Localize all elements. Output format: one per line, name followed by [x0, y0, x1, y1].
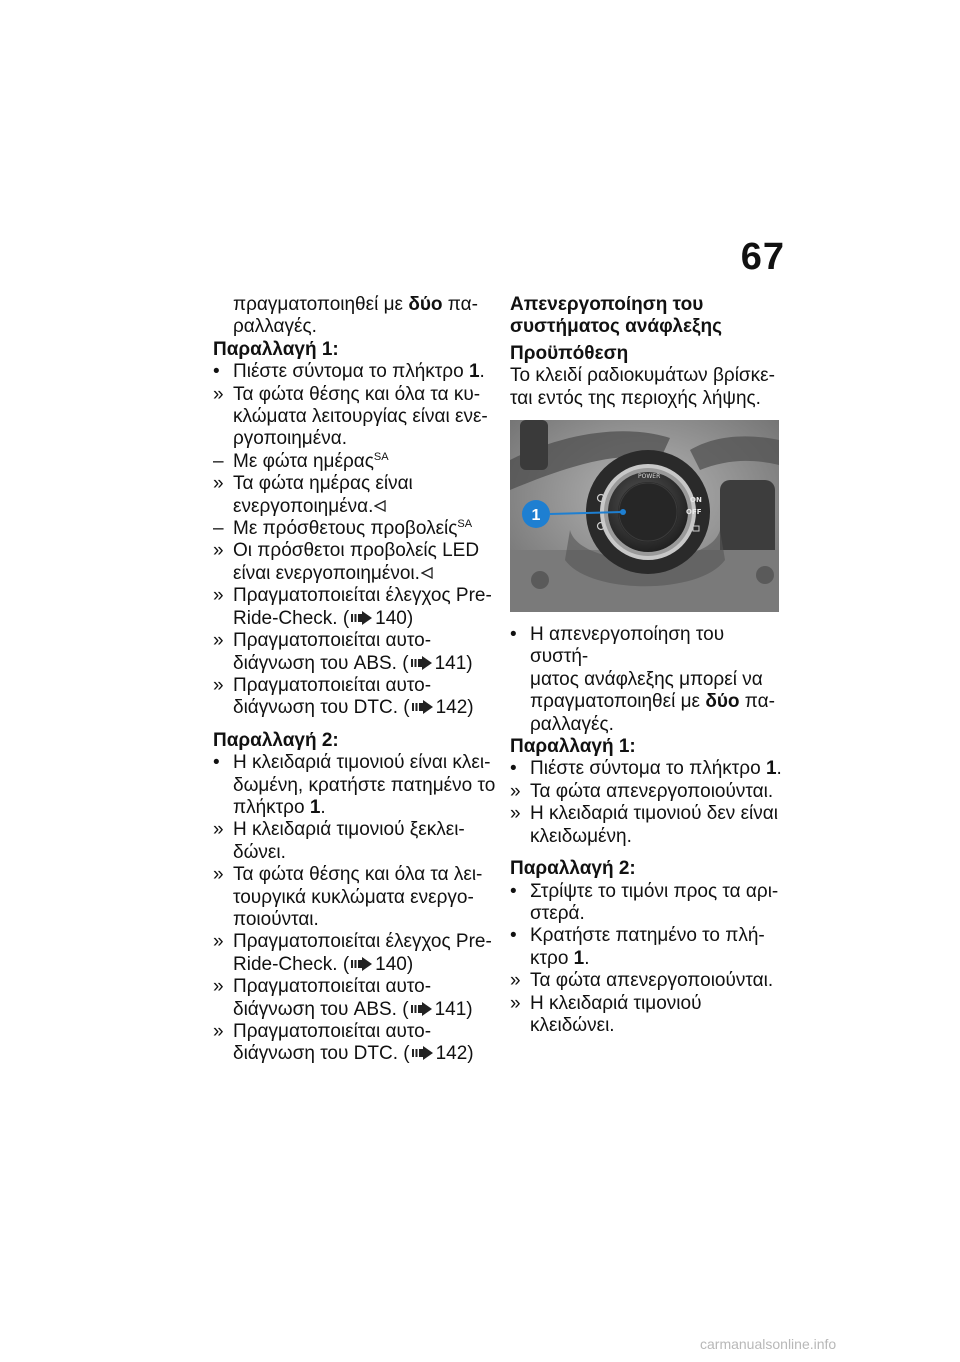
result-item: » Πραγματοποιείται αυτο- διάγνωση του ABS. ( 141): [213, 630, 473, 674]
variant-2-heading: Παραλλαγή 2:: [510, 858, 636, 880]
result-marker: »: [213, 630, 224, 652]
note-item: • Η απενεργοποίηση του συστή- ματος ανάφλεξης μπορεί να πραγματοποιηθεί με δύο πα- ραλλαγές.: [510, 624, 775, 735]
bullet-marker: •: [510, 758, 517, 780]
result-item: » Πραγματοποιείται έλεγχος Pre- Ride-Check. ( 140): [213, 931, 492, 975]
left-column: [213, 294, 498, 1066]
result-marker: »: [213, 383, 224, 405]
end-of-condition-icon: [421, 567, 433, 579]
variant-1-heading: Παραλλαγή 1:: [213, 338, 339, 360]
variant-1-heading: Παραλλαγή 1:: [510, 736, 636, 758]
result-item: » Η κλειδαριά τιμονιού κλειδώνει.: [510, 992, 702, 1036]
result-item: » Η κλειδαριά τιμονιού ξεκλει- δώνει.: [213, 819, 465, 863]
page-reference-arrow-icon: [351, 957, 373, 971]
callout-leader-dot: [620, 509, 626, 515]
bullet-marker: •: [510, 624, 517, 646]
intro-text-cont: ραλλαγές.: [233, 316, 317, 338]
result-marker: »: [213, 540, 224, 562]
watermark: carmanualsonline.info: [700, 1336, 837, 1352]
page-reference[interactable]: 142): [435, 697, 474, 719]
result-marker: »: [213, 976, 224, 998]
result-item: » Οι πρόσθετοι προβολείς LED είναι ενεργοποιημένοι.: [213, 540, 480, 584]
page-reference[interactable]: 140): [375, 953, 414, 975]
page-reference-arrow-icon: [411, 1002, 433, 1016]
right-column: [510, 294, 785, 1037]
page-reference-arrow-icon: [411, 656, 433, 670]
result-item: » Τα φώτα ημέρας είναι ενεργοποιημένα.: [213, 473, 413, 517]
bullet-marker: •: [213, 361, 220, 383]
step-item: • Πιέστε σύντομα το πλήκτρο 1.: [510, 758, 782, 780]
page-reference-arrow-icon: [412, 700, 434, 714]
result-item: » Πραγματοποιείται αυτο- διάγνωση του DTC. ( 142): [213, 674, 474, 719]
result-marker: »: [213, 585, 224, 607]
result-marker: »: [213, 674, 224, 696]
step-item: • Πιέστε σύντομα το πλήκτρο 1.: [213, 361, 485, 383]
result-item: » Πραγματοποιείται έλεγχος Pre- Ride-Check. ( 140): [213, 585, 492, 629]
page-reference[interactable]: 141): [434, 652, 473, 674]
callout-number: 1: [531, 507, 541, 525]
knob-on-label: ON: [690, 496, 702, 505]
page-reference-arrow-icon: [412, 1046, 434, 1060]
result-item: » Τα φώτα απενεργοποιούνται.: [510, 780, 774, 802]
result-marker: »: [213, 1021, 224, 1042]
variant-2-heading: Παραλλαγή 2:: [213, 729, 339, 751]
result-item: » Πραγματοποιείται αυτο- διάγνωση του ABS. ( 141): [213, 976, 473, 1020]
step-item: • Κρατήστε πατημένο το πλή- κτρο 1.: [510, 925, 765, 969]
result-marker: »: [510, 803, 521, 825]
result-marker: »: [213, 864, 224, 886]
step-item: • Στρίψτε το τιμόνι προς τα αρι- στερά.: [510, 880, 779, 924]
result-marker: »: [510, 992, 521, 1014]
result-marker: »: [213, 473, 224, 495]
section-title: Απενεργοποίηση του συστήματος ανάφλεξης: [510, 294, 722, 338]
dash-marker: –: [213, 518, 224, 540]
result-item: » Τα φώτα θέσης και όλα τα κυ- κλώματα λειτουργίας είναι ενε- ργοποιημένα.: [213, 383, 488, 450]
result-marker: »: [510, 970, 521, 992]
step-item: • Η κλειδαριά τιμονιού είναι κλει- δωμένη, κρατήστε πατημένο το πλήκτρο 1.: [213, 752, 496, 818]
photo-illustration: [510, 420, 779, 612]
page-number: 67: [740, 236, 785, 278]
page-reference[interactable]: 141): [434, 998, 473, 1020]
result-item: » Πραγματοποιείται αυτο- διάγνωση του DTC. ( 142): [213, 1021, 474, 1065]
page-reference[interactable]: 142): [435, 1043, 474, 1065]
bullet-marker: •: [510, 925, 517, 947]
condition-item: – Με φώτα ημέρας$^{SA}$: [213, 450, 389, 472]
result-item: » Τα φώτα απενεργοποιούνται.: [510, 970, 774, 992]
prerequisite-text: Το κλειδί ραδιοκυμάτων βρίσκε-: [510, 365, 775, 387]
page-reference[interactable]: 140): [375, 607, 414, 629]
sa-tag: SA: [457, 518, 473, 531]
ignition-button-photo: [510, 420, 779, 612]
result-item: » Η κλειδαριά τιμονιού δεν είναι κλειδωμένη.: [510, 803, 778, 847]
bullet-marker: •: [213, 752, 220, 774]
condition-item: – Με πρόσθετους προβολείς$^{SA}$: [213, 518, 473, 540]
dash-marker: –: [213, 450, 224, 472]
result-marker: »: [510, 780, 521, 802]
knob-power-label: POWER: [638, 473, 661, 481]
prerequisite-heading: Προϋπόθεση: [510, 342, 629, 364]
result-marker: »: [213, 931, 224, 953]
page-reference-arrow-icon: [351, 611, 373, 625]
intro-text: πραγματοποιηθεί με δύο πα-: [233, 294, 478, 315]
sa-tag: SA: [373, 450, 389, 463]
bullet-marker: •: [510, 880, 517, 902]
prerequisite-text-cont: ται εντός της περιοχής λήψης.: [510, 387, 761, 409]
knob-off-label: OFF: [686, 508, 702, 517]
end-of-condition-icon: [374, 500, 386, 512]
result-item: » Τα φώτα θέσης και όλα τα λει- τουργικά κυκλώματα ενεργο- ποιούνται.: [213, 864, 483, 930]
result-marker: »: [213, 819, 224, 841]
